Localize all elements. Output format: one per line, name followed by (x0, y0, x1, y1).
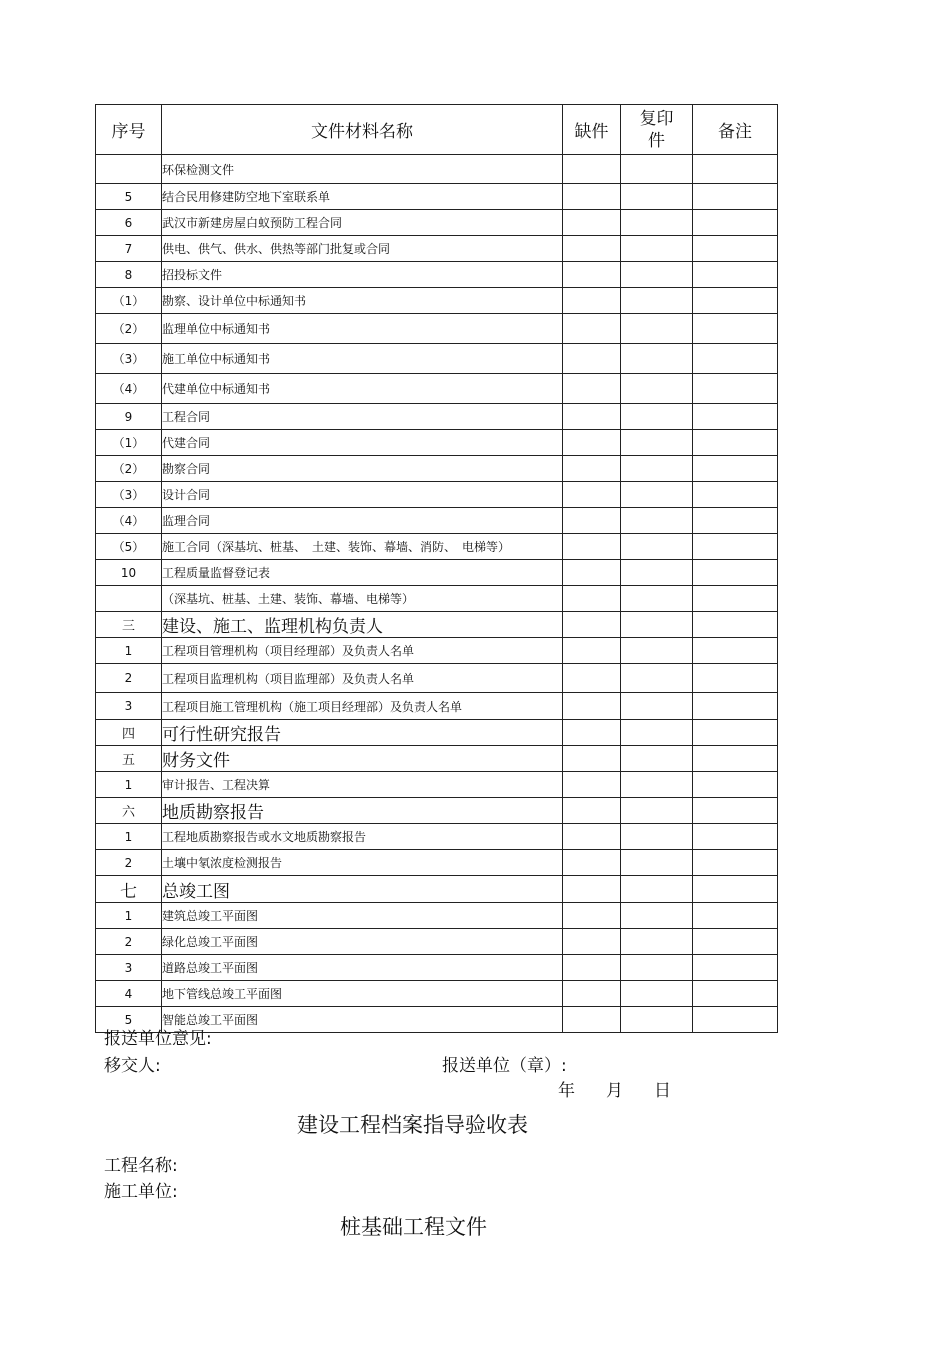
cell-no (96, 155, 162, 184)
cell-remark (693, 534, 778, 560)
cell-name: 武汉市新建房屋白蚁预防工程合同 (162, 210, 563, 236)
cell-name: 道路总竣工平面图 (162, 955, 563, 981)
cell-remark (693, 374, 778, 404)
cell-name: 代建合同 (162, 430, 563, 456)
cell-name: 勘察、设计单位中标通知书 (162, 288, 563, 314)
table-row (96, 720, 778, 746)
cell-name: 地质勘察报告 (162, 798, 563, 824)
cell-missing (563, 184, 621, 210)
cell-missing (563, 981, 621, 1007)
cell-missing (563, 508, 621, 534)
cell-remark (693, 344, 778, 374)
cell-missing (563, 534, 621, 560)
cell-remark (693, 586, 778, 612)
cell-no: （4） (96, 374, 162, 404)
table-row (96, 374, 778, 404)
cell-missing (563, 850, 621, 876)
project-name-label: 工程名称: (104, 1156, 178, 1176)
table-row (96, 184, 778, 210)
cell-remark (693, 155, 778, 184)
table-row (96, 344, 778, 374)
cell-name: 绿化总竣工平面图 (162, 929, 563, 955)
table-row (96, 560, 778, 586)
cell-no: 四 (96, 720, 162, 746)
cell-remark (693, 981, 778, 1007)
date-day: 日 (654, 1081, 671, 1101)
cell-copy (621, 746, 693, 772)
cell-copy (621, 1007, 693, 1033)
cell-remark (693, 612, 778, 638)
cell-copy (621, 612, 693, 638)
cell-remark (693, 693, 778, 720)
table-row (96, 824, 778, 850)
cell-copy (621, 824, 693, 850)
pile-foundation-section-title: 桩基础工程文件 (340, 1215, 487, 1239)
cell-copy (621, 344, 693, 374)
cell-name: 供电、供气、供水、供热等部门批复或合同 (162, 236, 563, 262)
cell-remark (693, 720, 778, 746)
cell-no: （2） (96, 456, 162, 482)
cell-name: 土壤中氡浓度检测报告 (162, 850, 563, 876)
cell-no: 3 (96, 693, 162, 720)
cell-remark (693, 746, 778, 772)
cell-no: 2 (96, 850, 162, 876)
cell-name: 代建单位中标通知书 (162, 374, 563, 404)
cell-remark (693, 262, 778, 288)
cell-copy (621, 534, 693, 560)
cell-copy (621, 236, 693, 262)
cell-name: 工程项目管理机构（项目经理部）及负责人名单 (162, 638, 563, 664)
cell-missing (563, 430, 621, 456)
cell-remark (693, 184, 778, 210)
cell-remark (693, 798, 778, 824)
cell-no: 2 (96, 929, 162, 955)
cell-copy (621, 482, 693, 508)
cell-missing (563, 638, 621, 664)
cell-remark (693, 1007, 778, 1033)
cell-remark (693, 236, 778, 262)
cell-missing (563, 720, 621, 746)
cell-copy (621, 693, 693, 720)
cell-missing (563, 693, 621, 720)
cell-missing (563, 560, 621, 586)
cell-remark (693, 638, 778, 664)
cell-copy (621, 903, 693, 929)
table-row (96, 876, 778, 903)
cell-copy (621, 155, 693, 184)
cell-no: 5 (96, 1007, 162, 1033)
handover-person-label: 移交人: (104, 1056, 161, 1076)
cell-no: 1 (96, 638, 162, 664)
table-row (96, 903, 778, 929)
cell-no: 10 (96, 560, 162, 586)
cell-remark (693, 903, 778, 929)
cell-missing (563, 955, 621, 981)
cell-copy (621, 929, 693, 955)
cell-no: 1 (96, 772, 162, 798)
cell-name: 监理合同 (162, 508, 563, 534)
cell-remark (693, 404, 778, 430)
table-row (96, 314, 778, 344)
cell-missing (563, 876, 621, 903)
next-form-title: 建设工程档案指导验收表 (297, 1113, 528, 1137)
cell-copy (621, 955, 693, 981)
cell-missing (563, 210, 621, 236)
cell-copy (621, 404, 693, 430)
cell-remark (693, 314, 778, 344)
cell-name: 审计报告、工程决算 (162, 772, 563, 798)
cell-name: 招投标文件 (162, 262, 563, 288)
cell-name: 环保检测文件 (162, 155, 563, 184)
cell-copy (621, 720, 693, 746)
cell-no: 三 (96, 612, 162, 638)
cell-missing (563, 798, 621, 824)
cell-missing (563, 314, 621, 344)
cell-no: 1 (96, 824, 162, 850)
cell-name: 施工单位中标通知书 (162, 344, 563, 374)
cell-copy (621, 981, 693, 1007)
cell-no: 3 (96, 955, 162, 981)
cell-name: 地下管线总竣工平面图 (162, 981, 563, 1007)
table-row (96, 430, 778, 456)
cell-no: 2 (96, 664, 162, 693)
archive-file-table (95, 104, 778, 1033)
header-copy-line2: 件 (648, 130, 665, 151)
header-name: 文件材料名称 (162, 105, 563, 155)
cell-no: 4 (96, 981, 162, 1007)
cell-copy (621, 876, 693, 903)
date-month: 月 (606, 1081, 623, 1101)
cell-copy (621, 850, 693, 876)
cell-missing (563, 155, 621, 184)
cell-no: （5） (96, 534, 162, 560)
construction-unit-label: 施工单位: (104, 1182, 178, 1202)
cell-missing (563, 288, 621, 314)
cell-name: 工程项目监理机构（项目监理部）及负责人名单 (162, 664, 563, 693)
cell-name: 施工合同（深基坑、桩基、 土建、装饰、幕墙、消防、 电梯等） (162, 534, 563, 560)
cell-no: （1） (96, 288, 162, 314)
cell-name: 总竣工图 (162, 876, 563, 903)
cell-remark (693, 508, 778, 534)
cell-missing (563, 262, 621, 288)
cell-copy (621, 560, 693, 586)
cell-copy (621, 586, 693, 612)
cell-name: 建设、施工、监理机构负责人 (162, 612, 563, 638)
cell-copy (621, 638, 693, 664)
table-row (96, 404, 778, 430)
cell-name: 财务文件 (162, 746, 563, 772)
cell-name: 勘察合同 (162, 456, 563, 482)
cell-name: 工程地质勘察报告或水文地质勘察报告 (162, 824, 563, 850)
cell-missing (563, 824, 621, 850)
cell-missing (563, 482, 621, 508)
table-header-row (96, 105, 778, 155)
cell-remark (693, 430, 778, 456)
cell-remark (693, 772, 778, 798)
table-row (96, 929, 778, 955)
header-remark: 备注 (693, 105, 778, 155)
cell-name: 监理单位中标通知书 (162, 314, 563, 344)
cell-no: 6 (96, 210, 162, 236)
table-row (96, 693, 778, 720)
table-row (96, 155, 778, 184)
cell-remark (693, 824, 778, 850)
cell-copy (621, 262, 693, 288)
table-row (96, 210, 778, 236)
table-row (96, 981, 778, 1007)
cell-remark (693, 955, 778, 981)
cell-name: 建筑总竣工平面图 (162, 903, 563, 929)
cell-missing (563, 929, 621, 955)
cell-name: 可行性研究报告 (162, 720, 563, 746)
cell-name: 工程项目施工管理机构（施工项目经理部）及负责人名单 (162, 693, 563, 720)
header-missing: 缺件 (563, 105, 621, 155)
cell-copy (621, 288, 693, 314)
table-row (96, 262, 778, 288)
cell-remark (693, 929, 778, 955)
header-no: 序号 (96, 105, 162, 155)
cell-no: （1） (96, 430, 162, 456)
cell-remark (693, 560, 778, 586)
table-body (96, 155, 778, 1033)
header-copy (621, 105, 693, 155)
cell-remark (693, 456, 778, 482)
table-row (96, 534, 778, 560)
table-row (96, 288, 778, 314)
table-row (96, 508, 778, 534)
cell-no: 七 (96, 876, 162, 903)
cell-missing (563, 344, 621, 374)
cell-no: 7 (96, 236, 162, 262)
cell-missing (563, 374, 621, 404)
cell-missing (563, 612, 621, 638)
cell-copy (621, 664, 693, 693)
cell-copy (621, 772, 693, 798)
cell-no: 六 (96, 798, 162, 824)
cell-remark (693, 210, 778, 236)
cell-remark (693, 850, 778, 876)
cell-no (96, 586, 162, 612)
cell-missing (563, 456, 621, 482)
cell-missing (563, 903, 621, 929)
table-row (96, 850, 778, 876)
cell-name: 结合民用修建防空地下室联系单 (162, 184, 563, 210)
cell-name: 工程质量监督登记表 (162, 560, 563, 586)
cell-missing (563, 746, 621, 772)
cell-copy (621, 210, 693, 236)
table-row (96, 456, 778, 482)
cell-no: （2） (96, 314, 162, 344)
table-row (96, 955, 778, 981)
cell-no: 9 (96, 404, 162, 430)
cell-name: 设计合同 (162, 482, 563, 508)
date-year: 年 (558, 1081, 575, 1101)
cell-remark (693, 288, 778, 314)
table-row (96, 612, 778, 638)
header-copy-line1: 复印 (639, 108, 674, 129)
cell-name: 智能总竣工平面图 (162, 1007, 563, 1033)
table-row (96, 586, 778, 612)
cell-no: 8 (96, 262, 162, 288)
table-row (96, 746, 778, 772)
cell-name: 工程合同 (162, 404, 563, 430)
cell-no: （4） (96, 508, 162, 534)
cell-no: （3） (96, 344, 162, 374)
cell-copy (621, 456, 693, 482)
table-row (96, 482, 778, 508)
table-row (96, 772, 778, 798)
cell-remark (693, 482, 778, 508)
cell-copy (621, 184, 693, 210)
cell-missing (563, 236, 621, 262)
table-row (96, 664, 778, 693)
cell-missing (563, 404, 621, 430)
cell-copy (621, 314, 693, 344)
submit-opinion-label: 报送单位意见: (104, 1029, 212, 1049)
cell-no: 五 (96, 746, 162, 772)
cell-copy (621, 430, 693, 456)
cell-remark (693, 876, 778, 903)
cell-copy (621, 508, 693, 534)
table-row (96, 798, 778, 824)
cell-copy (621, 374, 693, 404)
cell-no: （3） (96, 482, 162, 508)
cell-no: 1 (96, 903, 162, 929)
cell-missing (563, 586, 621, 612)
submit-unit-seal-label: 报送单位（章）: (442, 1056, 567, 1076)
cell-name: （深基坑、桩基、土建、装饰、幕墙、电梯等） (162, 586, 563, 612)
cell-no: 5 (96, 184, 162, 210)
cell-missing (563, 664, 621, 693)
table-row (96, 236, 778, 262)
cell-missing (563, 1007, 621, 1033)
cell-remark (693, 664, 778, 693)
table-row (96, 638, 778, 664)
cell-missing (563, 772, 621, 798)
cell-copy (621, 798, 693, 824)
